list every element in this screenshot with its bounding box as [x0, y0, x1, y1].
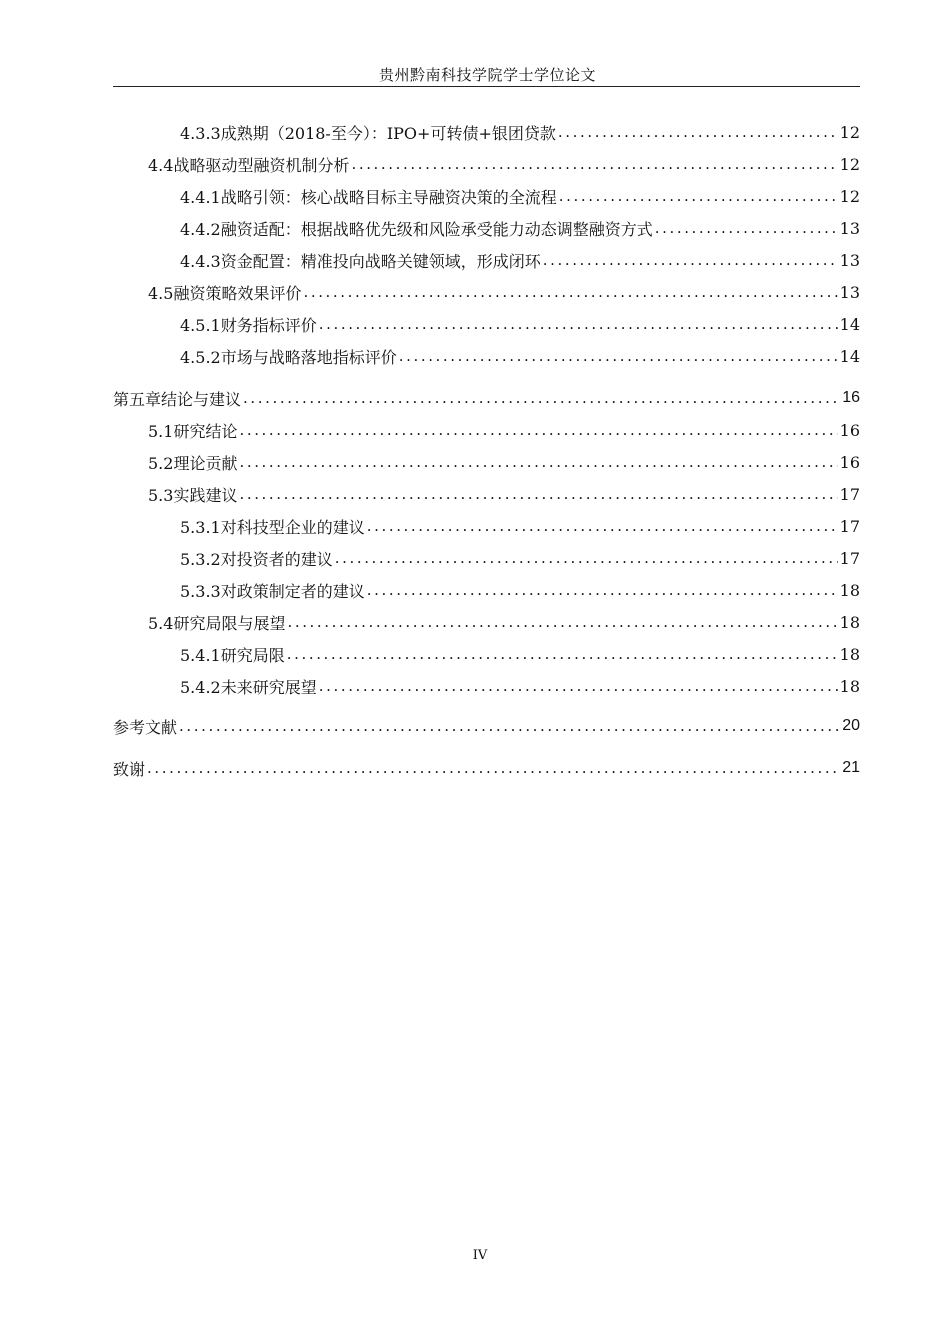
dot-leader [319, 315, 838, 333]
dot-leader [239, 485, 837, 503]
toc-entry-label: 4.4.3资金配置：精准投向战略关键领域，形成闭环 [180, 251, 541, 271]
toc-entry-page: 18 [839, 580, 860, 600]
toc-entry[interactable] [180, 248, 860, 272]
toc-entry[interactable] [148, 280, 860, 304]
toc-entry-page: 12 [839, 186, 860, 206]
toc-entry-label: 4.5.1财务指标评价 [180, 315, 317, 335]
toc-entry-label: 5.1研究结论 [148, 421, 238, 441]
toc-entry-page: 13 [839, 250, 860, 270]
toc-entry-label: 5.3.1对科技型企业的建议 [180, 517, 365, 537]
toc-entry[interactable] [148, 482, 860, 506]
dot-leader [319, 677, 838, 695]
toc-entry[interactable] [148, 418, 860, 442]
dot-leader [287, 613, 837, 631]
toc-entry-label: 5.4.2未来研究展望 [180, 677, 317, 697]
dot-leader [367, 581, 838, 599]
toc-entry-label: 4.4.2融资适配：根据战略优先级和风险承受能力动态调整融资方式 [180, 219, 653, 239]
toc-entry[interactable] [180, 578, 860, 602]
toc-entry-label: 参考文献 [113, 719, 178, 737]
toc-entry[interactable] [180, 546, 860, 570]
toc-entry-page: 18 [839, 612, 860, 632]
page-number: IV [472, 1248, 488, 1263]
toc-entry-page: 17 [839, 484, 860, 504]
dot-leader [179, 717, 840, 735]
dot-leader [655, 219, 838, 237]
toc-entry-page: 20 [842, 717, 860, 734]
toc-entry-page: 12 [839, 154, 860, 174]
toc-entry[interactable] [148, 450, 860, 474]
toc-entry[interactable] [180, 514, 860, 538]
toc-entry[interactable] [148, 610, 860, 634]
dot-leader [399, 347, 838, 365]
dot-leader [335, 549, 838, 567]
toc-entry-label: 5.4.1研究局限 [180, 645, 285, 665]
dot-leader [287, 645, 838, 663]
toc-entry[interactable] [180, 642, 860, 666]
toc-entry[interactable] [180, 120, 860, 144]
toc-entry-label: 4.3.3成熟期（2018-至今）：IPO+可转债+银团贷款 [180, 123, 556, 143]
toc-entry-label: 5.3实践建议 [148, 485, 238, 505]
toc-entry-label: 第五章结论与建议 [113, 391, 242, 409]
toc-entry-label: 4.5融资策略效果评价 [148, 283, 302, 303]
toc-entry-label: 4.4战略驱动型融资机制分析 [148, 155, 350, 175]
toc-entry-page: 17 [839, 516, 860, 536]
toc-chapter-entry[interactable] [113, 756, 860, 780]
toc-entry-page: 13 [839, 282, 860, 302]
toc-entry-page: 16 [839, 420, 860, 440]
toc-entry-page: 14 [839, 346, 860, 366]
dot-leader [559, 187, 838, 205]
toc-entry-label: 致谢 [113, 761, 146, 779]
dot-leader [147, 759, 840, 777]
toc-entry-label: 5.3.3对政策制定者的建议 [180, 581, 365, 601]
toc-entry-page: 12 [839, 122, 860, 142]
dot-leader [303, 283, 837, 301]
running-header-title: 贵州黔南科技学院学士学位论文 [378, 66, 596, 84]
dot-leader [558, 123, 838, 141]
toc-entry[interactable] [180, 312, 860, 336]
dot-leader [243, 389, 840, 407]
toc-entry[interactable] [180, 184, 860, 208]
toc-entry-page: 13 [839, 218, 860, 238]
dot-leader [351, 155, 837, 173]
toc-entry[interactable] [180, 344, 860, 368]
dot-leader [367, 517, 838, 535]
toc-entry[interactable] [148, 152, 860, 176]
toc-entry-label: 4.5.2市场与战略落地指标评价 [180, 347, 397, 367]
toc-entry-label: 5.2理论贡献 [148, 453, 238, 473]
dot-leader [543, 251, 838, 269]
dot-leader [239, 421, 837, 439]
toc-chapter-entry[interactable] [113, 714, 860, 738]
toc-entry-page: 16 [839, 452, 860, 472]
toc-entry-page: 14 [839, 314, 860, 334]
dot-leader [239, 453, 837, 471]
toc-entry-page: 17 [839, 548, 860, 568]
toc-entry-page: 18 [839, 676, 860, 696]
toc-entry-page: 16 [842, 389, 860, 406]
toc-entry[interactable] [180, 674, 860, 698]
toc-entry-label: 4.4.1战略引领：核心战略目标主导融资决策的全流程 [180, 187, 557, 207]
toc-entry-page: 18 [839, 644, 860, 664]
toc-entry[interactable] [180, 216, 860, 240]
toc-entry-label: 5.4研究局限与展望 [148, 613, 286, 633]
toc-entry-label: 5.3.2对投资者的建议 [180, 549, 333, 569]
toc-chapter-entry[interactable] [113, 386, 860, 410]
toc-entry-page: 21 [842, 759, 860, 776]
